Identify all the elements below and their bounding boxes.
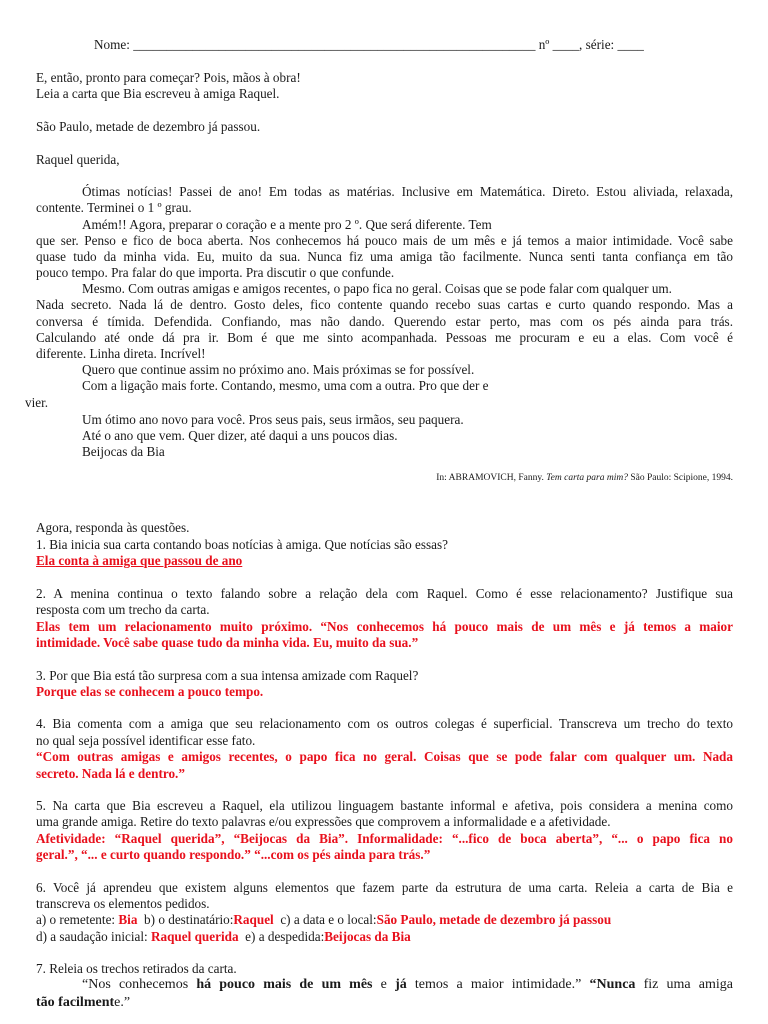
answer-2: Elas tem um relacionamento muito próximo. “Nos conhecemos há pouco mais de um mês e já temos a maior	[36, 619, 733, 634]
answer-5: Afetividade: “Raquel querida”, “Beijocas da Bia”. Informalidade: “...fico de boca aberta”, “... o papo fica no	[36, 831, 733, 846]
item-b-answer: Raquel	[233, 912, 274, 927]
question-4: 4. Bia comenta com a amiga que seu relacionamento com os outros colegas é superficial. Transcreva um trecho do texto	[36, 716, 733, 731]
citation-publisher: São Paulo: Scipione, 1994.	[627, 473, 733, 483]
letter-greeting: Raquel querida,	[36, 152, 120, 167]
question-7-quote-end	[36, 995, 733, 1011]
quote-part: fiz uma amiga	[635, 977, 734, 992]
quote-part: “Nunca	[589, 977, 636, 992]
answer-4: secreto. Nada lá e dentro.”	[36, 766, 185, 781]
questions-intro: Agora, responda às questões.	[36, 520, 190, 535]
letter-line: pouco tempo. Pra falar do que importa. Pra discutir o que confunde.	[36, 265, 395, 280]
letter-line: conversa é tímida. Defendida. Confiando, mas não dando. Querendo estar perto, mas com os pés ainda para trás.	[36, 314, 733, 329]
quote-part: “Nos conhecemos	[82, 977, 197, 992]
letter-line: Amém!! Agora, preparar o coração e a mente pro 2 º. Que será diferente. Tem	[82, 217, 492, 232]
intro-line: E, então, pronto para começar? Pois, mãos à obra!	[36, 70, 301, 85]
item-e-answer: Beijocas da Bia	[324, 929, 411, 944]
letter-line: Ótimas notícias! Passei de ano! Em todas as matérias. Inclusive em Matemática. Direto. Estou aliviada, relaxada,	[82, 184, 733, 199]
question-6: transcreva os elementos pedidos.	[36, 896, 210, 911]
quote-part: há pouco mais de um mês	[196, 977, 373, 992]
name-header: Nome: _____________________________________________________________ nº ____, série: ____	[94, 37, 644, 52]
quote-part: temos a maior intimidade.”	[406, 977, 590, 992]
letter-signature: Beijocas da Bia	[82, 444, 165, 459]
letter-line: vier.	[25, 395, 49, 410]
answer-4: “Com outras amigas e amigos recentes, o papo fica no geral. Coisas que se pode falar com qualquer um. Nada	[36, 749, 733, 764]
letter-line: quase tudo da minha vida. Eu, muito da sua. Nunca fiz uma amiga tão facilmente. Nunca senti tanta confiança em tão	[36, 249, 733, 264]
quote-part: e	[372, 977, 396, 992]
letter-place-date: São Paulo, metade de dezembro já passou.	[36, 119, 261, 134]
question-1: 1. Bia inicia sua carta contando boas notícias à amiga. Que notícias são essas?	[36, 537, 448, 552]
intro-line: Leia a carta que Bia escreveu à amiga Raquel.	[36, 86, 280, 101]
question-2: 2. A menina continua o texto falando sobre a relação dela com Raquel. Como é esse relacionamento? Justifique sua	[36, 586, 733, 601]
answer-3: Porque elas se conhecem a pouco tempo.	[36, 684, 264, 699]
question-4: no qual seja possível identificar esse fato.	[36, 733, 256, 748]
item-c-answer: São Paulo, metade de dezembro já passou	[376, 912, 612, 927]
answer-5: geral.”, “... e curto quando respondo.” “...com os pés ainda para trás.”	[36, 847, 431, 862]
letter-line: que ser. Penso e fico de boca aberta. Nos conhecemos há pouco mais de um mês e já temos a maior intimidade. Você sabe	[36, 233, 733, 248]
letter-line: diferente. Linha direta. Incrível!	[36, 346, 206, 361]
item-d-label: d) a saudação inicial:	[36, 929, 151, 944]
item-d-answer: Raquel querida	[150, 929, 239, 944]
letter-line: Mesmo. Com outras amigas e amigos recentes, o papo fica no geral. Coisas que se pode falar com qualquer um.	[82, 281, 672, 296]
letter-citation	[36, 471, 733, 487]
item-a-label: a) o remetente:	[36, 912, 119, 927]
item-b-label: b) o destinatário:	[144, 912, 234, 927]
letter-line: Quero que continue assim no próximo ano. Mais próximas se for possível.	[82, 362, 475, 377]
question-7: 7. Releia os trechos retirados da carta.	[36, 961, 237, 976]
question-3: 3. Por que Bia está tão surpresa com a sua intensa amizade com Raquel?	[36, 668, 419, 683]
letter-line: Com a ligação mais forte. Contando, mesmo, uma com a outra. Pro que der e	[82, 378, 489, 393]
answer-1: Ela conta à amiga que passou de ano	[36, 553, 243, 568]
question-2: resposta com um trecho da carta.	[36, 602, 210, 617]
letter-line: Calculando até onde dá pra ir. Bom é que me sinto acompanhada. Pessoas me procuram e eu a elas. Com você é	[36, 330, 733, 345]
letter-line: Um ótimo ano novo para você. Pros seus pais, seus irmãos, seu paquera.	[82, 412, 464, 427]
question-5: 5. Na carta que Bia escreveu a Raquel, ela utilizou linguagem bastante informal e afetiva, pois considera a menina como	[36, 798, 733, 813]
item-e-label: e) a despedida:	[245, 929, 325, 944]
question-5: uma grande amiga. Retire do texto palavras e/ou expressões que comprovem a informalidade e a afetividade.	[36, 814, 611, 829]
letter-line: Nada secreto. Nada lá de dentro. Gosto deles, fico contente quando recebo suas cartas e curto quando respondo. Mas a	[36, 297, 733, 312]
question-6-items-a-c	[36, 912, 733, 928]
item-c-label: c) a data e o local:	[280, 912, 377, 927]
question-6: 6. Você já aprendeu que existem alguns elementos que fazem parte da estrutura de uma carta. Releia a carta de Bia e	[36, 880, 733, 895]
quote-part: e.”	[114, 995, 131, 1010]
answer-2: intimidade. Você sabe quase tudo da minha vida. Eu, muito da sua.”	[36, 635, 419, 650]
question-6-items-d-e	[36, 929, 733, 945]
item-a-answer: Bia	[118, 912, 138, 927]
citation-author: In: ABRAMOVICH, Fanny.	[436, 473, 547, 483]
quote-part: já	[395, 977, 407, 992]
question-7-quote	[36, 977, 733, 993]
letter-line: contente. Terminei o 1 º grau.	[36, 200, 192, 215]
quote-part: tão facilment	[36, 995, 115, 1010]
citation-title: Tem carta para mim?	[546, 473, 628, 483]
letter-line: Até o ano que vem. Quer dizer, até daqui a uns poucos dias.	[82, 428, 398, 443]
